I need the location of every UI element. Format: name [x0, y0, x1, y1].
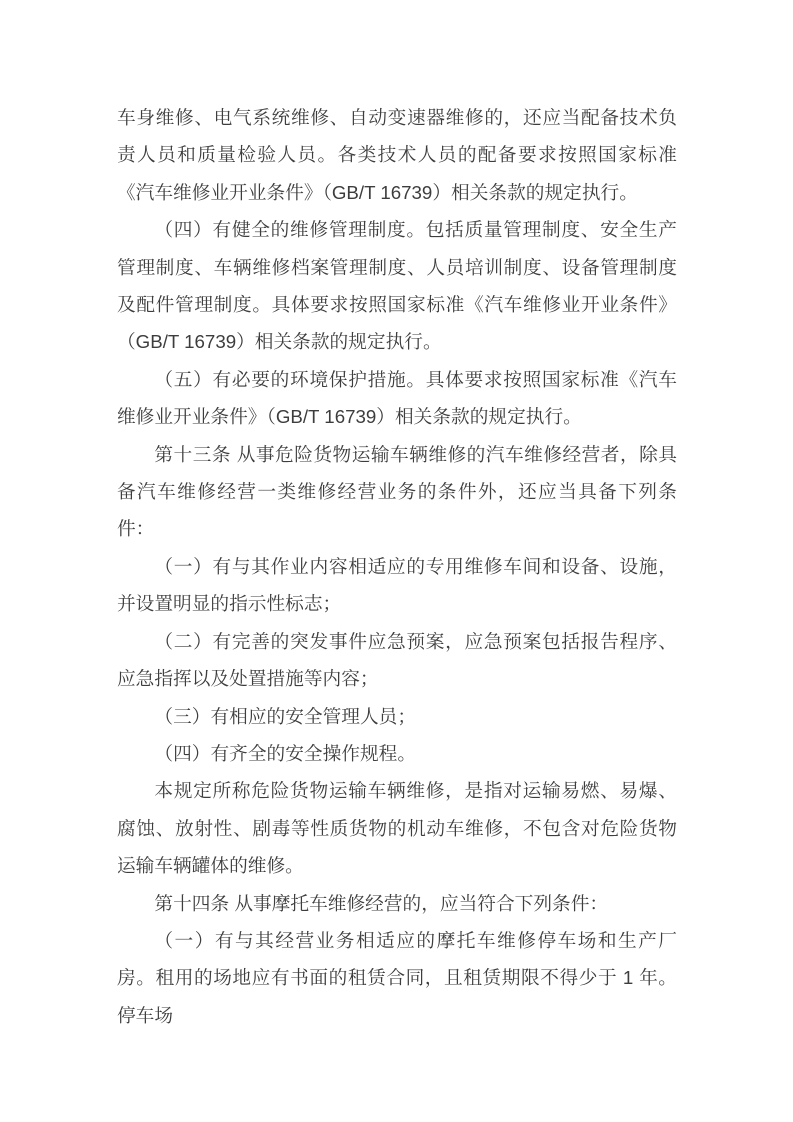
paragraph: （四）有齐全的安全操作规程。 — [154, 742, 417, 764]
paragraph: （一）有与其作业内容相适应的专用维修车间和设备、设施，并设置明显的指示性标志； — [117, 555, 677, 615]
paragraph: （二）有完善的突发事件应急预案，应急预案包括报告程序、应急指挥以及处置措施等内容； — [117, 630, 677, 690]
paragraph: （一）有与其经营业务相适应的摩托车维修停车场和生产厂房。租用的场地应有书面的租赁合同，且租赁期限不得少于 1 年。停车场 — [117, 929, 677, 1026]
paragraph: 车身维修、电气系统维修、自动变速器维修的，还应当配备技术负责人员和质量检验人员。各类技术人员的配备要求按照国家标准《汽车维修业开业条件》（GB/T 16739）相关条款的规定执行。 — [117, 107, 677, 203]
paragraph: （四）有健全的维修管理制度。包括质量管理制度、安全生产管理制度、车辆维修档案管理制度、人员培训制度、设备管理制度及配件管理制度。具体要求按照国家标准《汽车维修业开业条件》（GB/T 16739）相关条款的规定执行。 — [117, 219, 677, 353]
paragraph: （三）有相应的安全管理人员； — [154, 705, 417, 727]
document-body — [117, 99, 677, 1034]
paragraph-article-13: 第十三条 从事危险货物运输车辆维修的汽车维修经营者，除具备汽车维修经营一类维修经营业务的条件外，还应当具备下列条件： — [117, 443, 677, 540]
paragraph: 本规定所称危险货物运输车辆维修，是指对运输易燃、易爆、腐蚀、放射性、剧毒等性质货物的机动车维修，不包含对危险货物运输车辆罐体的维修。 — [117, 780, 677, 877]
paragraph-article-14: 第十四条 从事摩托车维修经营的，应当符合下列条件： — [154, 892, 609, 914]
paragraph: （五）有必要的环境保护措施。具体要求按照国家标准《汽车维修业开业条件》（GB/T 16739）相关条款的规定执行。 — [117, 368, 677, 428]
